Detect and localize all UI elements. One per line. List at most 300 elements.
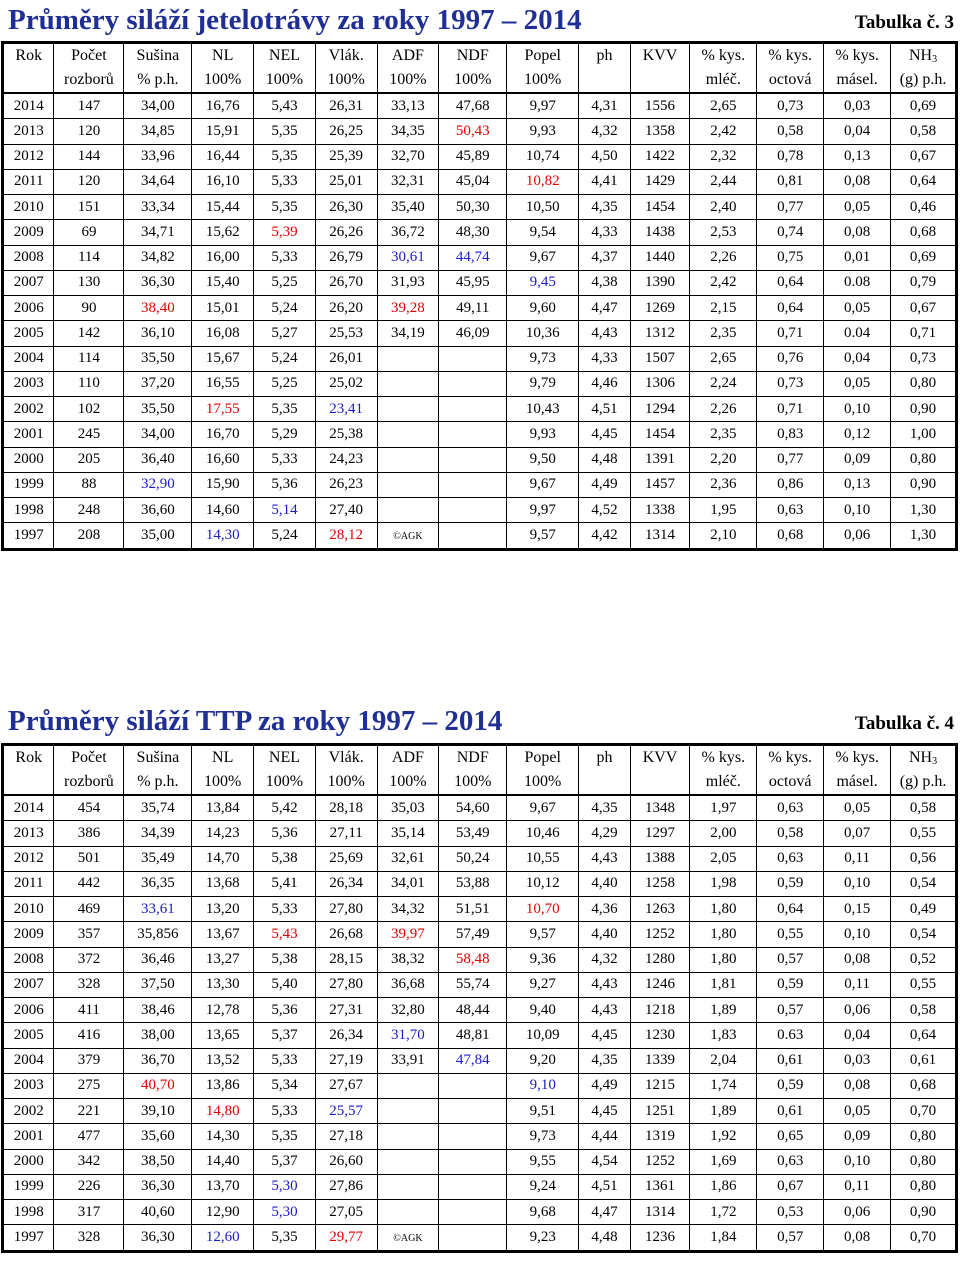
table-cell: 0,71: [757, 321, 824, 346]
column-header: NL: [192, 745, 254, 771]
table3-header: [3, 43, 957, 94]
column-unit: (g) p.h.: [891, 770, 957, 795]
table-cell: 9,73: [507, 1124, 579, 1149]
table-cell: 5,35: [254, 1225, 316, 1251]
table-cell: [377, 397, 439, 422]
table-cell: 25,53: [315, 321, 377, 346]
table-cell: 1998: [3, 1200, 54, 1225]
table-cell: 0,64: [891, 1023, 957, 1048]
table-cell: 4,46: [579, 371, 630, 396]
table-cell: [439, 1099, 507, 1124]
column-unit: 100%: [192, 770, 254, 795]
table-row: [3, 346, 957, 371]
table-cell: 4,49: [579, 1073, 630, 1098]
table-cell: 0,10: [824, 1149, 891, 1174]
table-cell: 0,73: [757, 371, 824, 396]
table-cell: 5,35: [254, 1124, 316, 1149]
table-cell: 2,26: [690, 245, 757, 270]
table-cell: 0,78: [757, 144, 824, 169]
column-unit: 100%: [377, 770, 439, 795]
table-cell: 69: [54, 220, 124, 245]
table-cell: 372: [54, 947, 124, 972]
table-cell: 1507: [630, 346, 690, 371]
table-cell: 205: [54, 447, 124, 472]
table-cell: 1422: [630, 144, 690, 169]
table-cell: 1263: [630, 897, 690, 922]
column-header: Počet: [54, 43, 124, 69]
table-cell: 15,44: [192, 195, 254, 220]
column-header: NEL: [254, 43, 316, 69]
table-cell: 33,91: [377, 1048, 439, 1073]
table-cell: 0,80: [891, 1149, 957, 1174]
table-cell: 36,46: [124, 947, 192, 972]
table-cell: 45,89: [439, 144, 507, 169]
table3-title: Průměry siláží jetelotrávy za roky 1997 – 2014: [8, 4, 582, 36]
column-unit: % p.h.: [124, 770, 192, 795]
table-cell: 35,40: [377, 195, 439, 220]
table-cell: 1314: [630, 1200, 690, 1225]
table-cell: 2002: [3, 397, 54, 422]
table-cell: 14,80: [192, 1099, 254, 1124]
table-cell: 0,70: [891, 1099, 957, 1124]
column-unit: 100%: [507, 68, 579, 93]
table-cell: 48,81: [439, 1023, 507, 1048]
column-header: Vlák.: [315, 43, 377, 69]
table-cell: 2011: [3, 871, 54, 896]
table-cell: 27,67: [315, 1073, 377, 1098]
column-unit: 100%: [439, 68, 507, 93]
column-header: % kys.: [757, 745, 824, 771]
table-cell: 0,63: [757, 795, 824, 821]
table-cell: 0,11: [824, 846, 891, 871]
table-cell: 130: [54, 270, 124, 295]
table-cell: 0,10: [824, 871, 891, 896]
table-cell: 34,39: [124, 821, 192, 846]
table-cell: 13,70: [192, 1174, 254, 1199]
table-cell: 16,55: [192, 371, 254, 396]
table-cell: 13,84: [192, 795, 254, 821]
table-cell: 9,93: [507, 119, 579, 144]
table-cell: 2006: [3, 296, 54, 321]
table-cell: [439, 447, 507, 472]
table4-label: Tabulka č. 4: [854, 713, 954, 734]
table-cell: 1280: [630, 947, 690, 972]
column-unit: 100%: [192, 68, 254, 93]
table-cell: 9,97: [507, 93, 579, 119]
table-cell: 10,43: [507, 397, 579, 422]
table-cell: 0,63: [757, 1149, 824, 1174]
table-row: [3, 220, 957, 245]
table-cell: 37,50: [124, 972, 192, 997]
table-cell: 0,68: [891, 1073, 957, 1098]
table-cell: 2012: [3, 144, 54, 169]
table-cell: 49,11: [439, 296, 507, 321]
table-cell: 416: [54, 1023, 124, 1048]
column-header: % kys.: [690, 745, 757, 771]
table-cell: 386: [54, 821, 124, 846]
table-cell: [377, 1149, 439, 1174]
table-row: [3, 1174, 957, 1199]
table-cell: 0,74: [757, 220, 824, 245]
table-cell: 0,55: [757, 922, 824, 947]
table-cell: 0,64: [757, 897, 824, 922]
table-cell: 16,10: [192, 169, 254, 194]
table-cell: 10,09: [507, 1023, 579, 1048]
table-cell: 10,55: [507, 846, 579, 871]
table-cell: 5,35: [254, 144, 316, 169]
table-cell: 36,10: [124, 321, 192, 346]
table-cell: 37,20: [124, 371, 192, 396]
table-cell: 9,24: [507, 1174, 579, 1199]
table-cell: 14,23: [192, 821, 254, 846]
table-cell: 5,43: [254, 93, 316, 119]
table-cell: 13,20: [192, 897, 254, 922]
table-cell: 0,06: [824, 523, 891, 549]
table-cell: 35,00: [124, 523, 192, 549]
table-cell: 317: [54, 1200, 124, 1225]
table-cell: 27,05: [315, 1200, 377, 1225]
table-cell: 48,44: [439, 998, 507, 1023]
table-cell: 5,35: [254, 119, 316, 144]
table-cell: 0,80: [891, 1174, 957, 1199]
table-cell: 1358: [630, 119, 690, 144]
table-cell: 33,96: [124, 144, 192, 169]
table-cell: 50,24: [439, 846, 507, 871]
table-cell: 53,88: [439, 871, 507, 896]
table-cell: 88: [54, 472, 124, 497]
table-cell: 1,80: [690, 947, 757, 972]
table-cell: 33,13: [377, 93, 439, 119]
table-cell: 55,74: [439, 972, 507, 997]
table-cell: 12,90: [192, 1200, 254, 1225]
table-cell: [377, 498, 439, 523]
table-cell: 454: [54, 795, 124, 821]
table-cell: 4,45: [579, 422, 630, 447]
table-cell: 0,59: [757, 972, 824, 997]
table-cell: 0,73: [757, 93, 824, 119]
table-cell: 5,38: [254, 947, 316, 972]
table-cell: 2,26: [690, 397, 757, 422]
table-cell: 0,08: [824, 1073, 891, 1098]
table-cell: 14,70: [192, 846, 254, 871]
table-cell: 248: [54, 498, 124, 523]
column-header: Rok: [3, 43, 54, 69]
table-cell: 2,05: [690, 846, 757, 871]
table-row: [3, 321, 957, 346]
table-cell: 16,76: [192, 93, 254, 119]
table-cell: 0,55: [891, 821, 957, 846]
table-cell: 5,43: [254, 922, 316, 947]
table-cell: 35,856: [124, 922, 192, 947]
table-cell: 1306: [630, 371, 690, 396]
table-cell: 2014: [3, 795, 54, 821]
table-cell: [377, 1200, 439, 1225]
column-header: ph: [579, 745, 630, 771]
table-cell: 35,49: [124, 846, 192, 871]
table-cell: 1438: [630, 220, 690, 245]
table-row: [3, 472, 957, 497]
table-cell: 10,36: [507, 321, 579, 346]
table-cell: 4,44: [579, 1124, 630, 1149]
table-cell: 45,04: [439, 169, 507, 194]
table-cell: 1246: [630, 972, 690, 997]
table-cell: [377, 371, 439, 396]
table-cell: 2005: [3, 321, 54, 346]
table-cell: 34,64: [124, 169, 192, 194]
table-cell: 0,77: [757, 447, 824, 472]
table-cell: 13,68: [192, 871, 254, 896]
table-cell: 0,71: [891, 321, 957, 346]
table-cell: 1999: [3, 1174, 54, 1199]
table-cell: 110: [54, 371, 124, 396]
table-cell: 2001: [3, 1124, 54, 1149]
table-cell: 47,84: [439, 1048, 507, 1073]
title-bar-table3: [8, 4, 960, 36]
table-cell: 144: [54, 144, 124, 169]
table-cell: 5,27: [254, 321, 316, 346]
table-cell: 1230: [630, 1023, 690, 1048]
table-cell: 27,80: [315, 897, 377, 922]
table-cell: 1390: [630, 270, 690, 295]
table-cell: 0,08: [824, 947, 891, 972]
table-cell: 13,65: [192, 1023, 254, 1048]
table-cell: 1361: [630, 1174, 690, 1199]
table-cell: 5,42: [254, 795, 316, 821]
column-unit: 100%: [377, 68, 439, 93]
table-cell: 39,10: [124, 1099, 192, 1124]
table-cell: 1,95: [690, 498, 757, 523]
table-cell: 328: [54, 1225, 124, 1251]
table-cell: 0,12: [824, 422, 891, 447]
table-cell: 9,57: [507, 523, 579, 549]
table-cell: 0,57: [757, 1225, 824, 1251]
table-cell: 0,54: [891, 871, 957, 896]
table-cell: 12,78: [192, 998, 254, 1023]
column-unit: 100%: [254, 770, 316, 795]
table-cell: 31,93: [377, 270, 439, 295]
table-cell: 36,30: [124, 1174, 192, 1199]
table-cell: 9,10: [507, 1073, 579, 1098]
table-cell: 9,27: [507, 972, 579, 997]
table-cell: 0.04: [824, 321, 891, 346]
table-cell: 38,50: [124, 1149, 192, 1174]
table-cell: 4,51: [579, 1174, 630, 1199]
column-unit: [630, 68, 690, 93]
table-cell: 57,49: [439, 922, 507, 947]
table-cell: 4,43: [579, 972, 630, 997]
table-cell: 4,47: [579, 1200, 630, 1225]
column-unit: rozborů: [54, 770, 124, 795]
table-cell: 2012: [3, 846, 54, 871]
table-cell: 4,54: [579, 1149, 630, 1174]
table-cell: 0,68: [891, 220, 957, 245]
table-cell: 26,20: [315, 296, 377, 321]
table-cell: 15,40: [192, 270, 254, 295]
table-cell: 26,34: [315, 871, 377, 896]
table-cell: 5,35: [254, 195, 316, 220]
table-cell: 411: [54, 998, 124, 1023]
table-cell: 29,77: [315, 1225, 377, 1251]
table-cell: 0,13: [824, 144, 891, 169]
table-cell: 36,70: [124, 1048, 192, 1073]
table-cell: 5,33: [254, 1099, 316, 1124]
table-cell: 4,29: [579, 821, 630, 846]
table-cell: 2000: [3, 447, 54, 472]
table-row: [3, 1149, 957, 1174]
table-cell: 2,00: [690, 821, 757, 846]
table-cell: 1,69: [690, 1149, 757, 1174]
table-cell: 9,57: [507, 922, 579, 947]
table-cell: 36,68: [377, 972, 439, 997]
table-cell: 0,11: [824, 972, 891, 997]
table-cell: 0,73: [891, 346, 957, 371]
table-cell: 15,67: [192, 346, 254, 371]
table-cell: 13,86: [192, 1073, 254, 1098]
table-cell: 9,93: [507, 422, 579, 447]
table-cell: 2,65: [690, 346, 757, 371]
table-cell: 2006: [3, 998, 54, 1023]
table-cell: 5,33: [254, 1048, 316, 1073]
table-cell: 1294: [630, 397, 690, 422]
table-cell: 5,24: [254, 346, 316, 371]
table-cell: 0,86: [757, 472, 824, 497]
table-cell: 15,01: [192, 296, 254, 321]
table-cell: 50,30: [439, 195, 507, 220]
table-cell: 32,80: [377, 998, 439, 1023]
table-cell: 4,43: [579, 321, 630, 346]
table-cell: 0,64: [757, 296, 824, 321]
table-cell: 5,25: [254, 371, 316, 396]
table-cell: 9,67: [507, 472, 579, 497]
table-cell: 0,61: [757, 1048, 824, 1073]
table-cell: 0,01: [824, 245, 891, 270]
table-cell: 26,68: [315, 922, 377, 947]
table-cell: 142: [54, 321, 124, 346]
table-cell: [439, 1124, 507, 1149]
table-cell: 2001: [3, 422, 54, 447]
table-cell: 4,32: [579, 947, 630, 972]
agk-watermark: ©AGK: [393, 530, 423, 542]
column-header: NDF: [439, 745, 507, 771]
column-unit: másel.: [824, 68, 891, 93]
column-unit: rozborů: [54, 68, 124, 93]
table-cell: 38,40: [124, 296, 192, 321]
table-cell: 35,03: [377, 795, 439, 821]
table-cell: 2005: [3, 1023, 54, 1048]
table-cell: 10,70: [507, 897, 579, 922]
table-cell: 34,71: [124, 220, 192, 245]
table-cell: 9,23: [507, 1225, 579, 1251]
column-header: KVV: [630, 43, 690, 69]
table-cell: 27,31: [315, 998, 377, 1023]
table-cell: 38,00: [124, 1023, 192, 1048]
table-cell: 0,90: [891, 1200, 957, 1225]
table-row: [3, 169, 957, 194]
table-cell: 10,74: [507, 144, 579, 169]
table-cell: 2008: [3, 245, 54, 270]
table-cell: 16,00: [192, 245, 254, 270]
table-cell: 15,91: [192, 119, 254, 144]
table-cell: 0.08: [824, 270, 891, 295]
table-cell: 1,89: [690, 998, 757, 1023]
table-cell: 26,23: [315, 472, 377, 497]
table-cell: 0,90: [891, 397, 957, 422]
column-unit: [630, 770, 690, 795]
table-cell: 0,69: [891, 93, 957, 119]
table-cell: 23,41: [315, 397, 377, 422]
table-cell: 25,02: [315, 371, 377, 396]
column-header: KVV: [630, 745, 690, 771]
table-cell: 2,04: [690, 1048, 757, 1073]
table-cell: 0,03: [824, 1048, 891, 1073]
table-cell: 5,35: [254, 397, 316, 422]
table-cell: 1454: [630, 195, 690, 220]
table-cell: 1997: [3, 1225, 54, 1251]
table-cell: 4,48: [579, 447, 630, 472]
table-cell: 53,49: [439, 821, 507, 846]
table-row: [3, 93, 957, 119]
table-cell: [377, 1124, 439, 1149]
table-cell: 4,48: [579, 1225, 630, 1251]
column-header: NDF: [439, 43, 507, 69]
table-cell: 27,11: [315, 821, 377, 846]
table-cell: 1998: [3, 498, 54, 523]
table-cell: 0,06: [824, 998, 891, 1023]
column-header: Rok: [3, 745, 54, 771]
table-cell: 1338: [630, 498, 690, 523]
column-unit: [3, 68, 54, 93]
column-header: % kys.: [690, 43, 757, 69]
table-cell: 1,30: [891, 498, 957, 523]
table-cell: 26,25: [315, 119, 377, 144]
table-cell: 40,60: [124, 1200, 192, 1225]
table-cell: [439, 422, 507, 447]
table-cell: 0,61: [891, 1048, 957, 1073]
table-row: [3, 998, 957, 1023]
column-header: % kys.: [757, 43, 824, 69]
table-row: [3, 119, 957, 144]
table-cell: 1,81: [690, 972, 757, 997]
table-cell: 9,20: [507, 1048, 579, 1073]
table3-body: [3, 93, 957, 549]
table-cell: 120: [54, 119, 124, 144]
table-cell: 0,05: [824, 296, 891, 321]
table-cell: 4,36: [579, 897, 630, 922]
table-cell: 2007: [3, 972, 54, 997]
table-cell: 0,10: [824, 922, 891, 947]
table-cell: 26,79: [315, 245, 377, 270]
column-header: Vlák.: [315, 745, 377, 771]
table-cell: [377, 447, 439, 472]
column-unit: [579, 770, 630, 795]
table-row: [3, 498, 957, 523]
table-row: [3, 270, 957, 295]
table-cell: [439, 1225, 507, 1251]
table-cell: 1,92: [690, 1124, 757, 1149]
table-cell: 90: [54, 296, 124, 321]
table-cell: 0,55: [891, 972, 957, 997]
table-cell: [439, 1149, 507, 1174]
table-row: [3, 144, 957, 169]
table-cell: 1,83: [690, 1023, 757, 1048]
table-cell: 1997: [3, 523, 54, 549]
table-cell: 0,58: [757, 119, 824, 144]
table-cell: 38,46: [124, 998, 192, 1023]
table-cell: [439, 472, 507, 497]
table-cell: 5,30: [254, 1174, 316, 1199]
table-cell: 2003: [3, 371, 54, 396]
table-row: [3, 821, 957, 846]
